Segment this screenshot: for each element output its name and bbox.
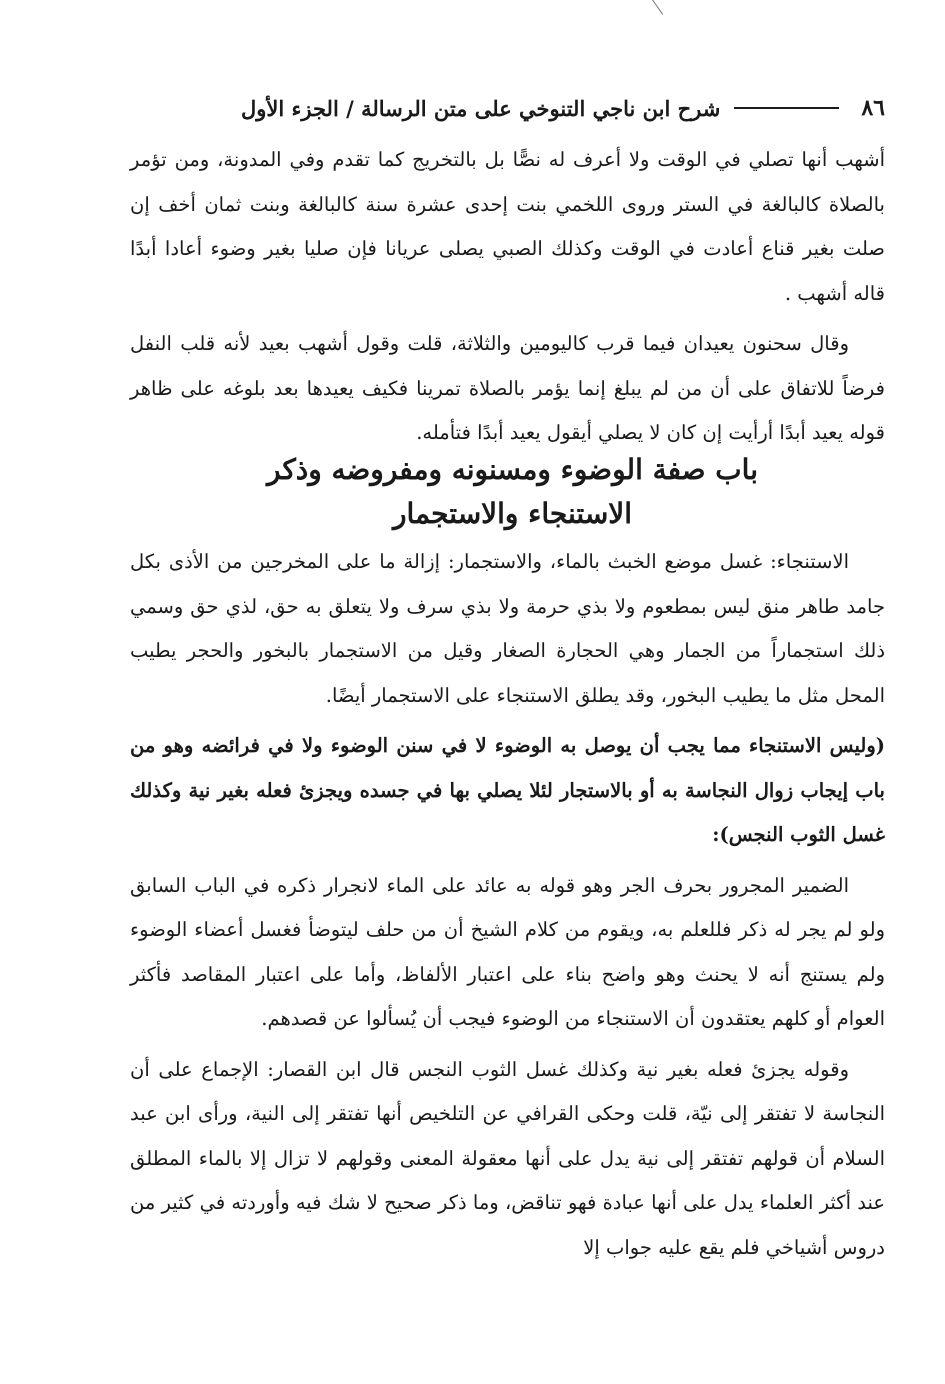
paragraph: وقال سحنون يعيدان فيما قرب كاليومين والثلاثة، قلت وقول أشهب بعيد لأنه قلب النفل فرضاً للاتفاق على أن من لم يبلغ إنما يؤمر بالصلاة تمرينا فكيف يعيدها بعد بلوغه على ظاهر قوله يعيد أبدًا أرأيت إن كان لا يصلي أيقول يعيد أبدًا فتأمله. [130, 332, 885, 444]
header-rule [734, 107, 839, 109]
page-number: ٨٦ [861, 95, 885, 121]
section-heading [200, 448, 825, 536]
top-text-block [130, 138, 885, 456]
running-title: شرح ابن ناجي التنوخي على متن الرسالة / الجزء الأول [241, 95, 721, 121]
paragraph: الضمير المجرور بحرف الجر وهو قوله به عائد على الماء لانجرار ذكره في الباب السابق ولو لم يجر له ذكر فللعلم به، ويقوم من كلام الشيخ أن من حلف ليتوضأ فغسل أعضاء الوضوء ولم يستنج أنه لا يحنث وهو واضح بناء على اعتبار الألفاظ، وأما على اعتبار المقاصد فأكثر العوام أو كلهم يعتقدون أن الاستنجاء من الوضوء فيجب أن يُسألوا عن قصدهم. [130, 873, 885, 1030]
section-heading-line: الاستنجاء والاستجمار [392, 497, 633, 530]
quoted-matn: (وليس الاستنجاء مما يجب أن يوصل به الوضوء لا في سنن الوضوء ولا في فرائضه وهو من باب إيجاب زوال النجاسة به أو بالاستجار لئلا يصلي بها في جسده ويجزئ فعله بغير نية وكذلك غسل الثوب النجس): [130, 734, 885, 846]
page-header [125, 88, 885, 128]
scan-mark [652, 0, 663, 15]
section-heading-line: باب صفة الوضوء ومسنونه ومفروضه وذكر [267, 453, 758, 486]
paragraph: الاستنجاء: غسل موضع الخبث بالماء، والاستجمار: إزالة ما على المخرجين من الأذى بكل جامد طاهر منق ليس بمطعوم ولا بذي حرمة ولا بذي سرف ولا يتعلق به حق، لذي حق وسمي ذلك استجماراً من الجمار وهي الحجارة الصغار وقيل من الاستجمار بالبخور والحجر يطيب المحل مثل ما يطيب البخور، وقد يطلق الاستنجاء على الاستجمار أيضًا. [130, 550, 885, 707]
paragraph: أشهب أنها تصلي في الوقت ولا أعرف له نصًّا بل بالتخريج كما تقدم وفي المدونة، ومن تؤمر بالصلاة كالبالغة في الستر وروى اللخمي بنت إحدى عشرة سنة كالبالغة وبنت ثمان أخف إن صلت بغير قناع أعادت في الوقت وكذلك الصبي يصلى عريانا فإن صليا بغير وضوء أعادا أبدًا قاله أشهب . [130, 148, 885, 305]
section-text-block [130, 540, 885, 1270]
paragraph: وقوله يجزئ فعله بغير نية وكذلك غسل الثوب النجس قال ابن القصار: الإجماع على أن النجاسة لا تفتقر إلى نيّة، قلت وحكى القرافي عن التلخيص أنها تفتقر إلى النية، ورأى ابن عبد السلام أن قولهم تفتقر إلى نية يدل على أنها معقولة المعنى وقولهم لا تزال إلا بالماء المطلق عند أكثر العلماء يدل على أنها عبادة فهو تناقض، وما ذكر صحيح لا شك فيه وأوردته في كثير من دروس أشياخي فلم يقع عليه جواب إلا [130, 1057, 885, 1259]
